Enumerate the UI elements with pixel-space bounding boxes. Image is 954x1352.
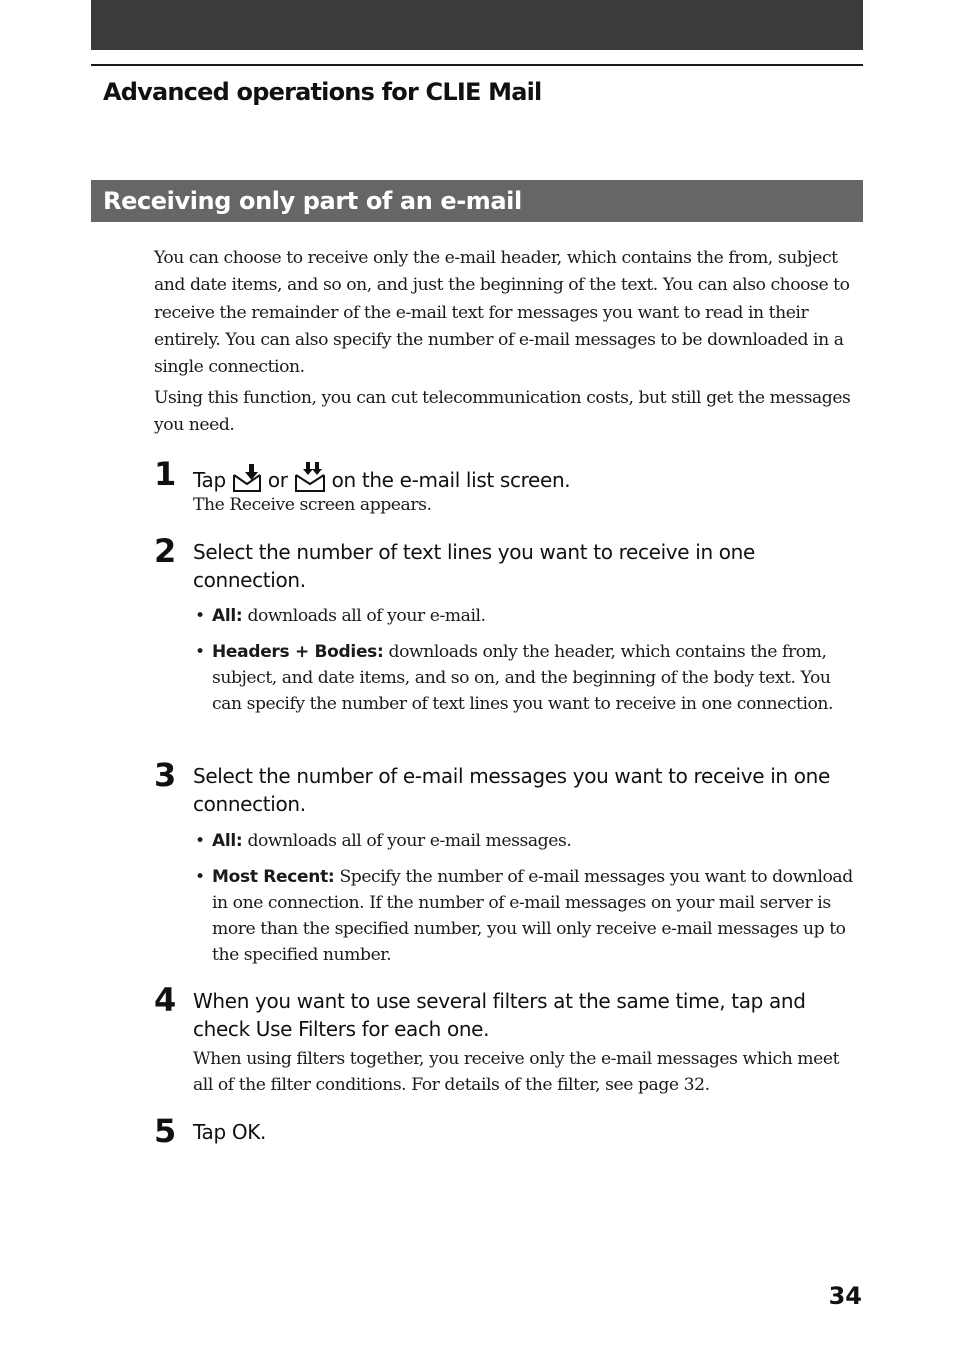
step-1-text-after: on the e-mail list screen. <box>331 468 571 492</box>
intro-paragraph-1: You can choose to receive only the e-mail header, which contains the from, subject and date items, and so on, and just the beginning of the text. You can also choose to receive the remainder of the e-mail text for messages you want to read in their entirely. You can also specify the number of e-mail messages to be downloaded in a single connection. <box>154 248 850 378</box>
step-3-bullet-most-recent <box>193 864 861 968</box>
step-3-number: 3 <box>154 756 177 794</box>
step-4-number: 4 <box>154 981 177 1019</box>
bullet-description: downloads all of your e-mail. <box>247 606 486 626</box>
step-1-text-middle: or <box>267 468 288 492</box>
step-4-note: When using filters together, you receive only the e-mail messages which meet all of the filter conditions. For details of the filter, see page 32. <box>193 1049 840 1095</box>
bullet-dot: • <box>195 867 205 887</box>
step-5-instruction: Tap OK. <box>193 1120 266 1144</box>
step-2-bullet-all <box>193 603 861 629</box>
step-2-number: 2 <box>154 532 177 570</box>
page-number: 34 <box>828 1282 862 1310</box>
bullet-description: Specify the number of e-mail messages you want to download in one connection. If the number of e-mail messages on your mail server is more than the specified number, you will only receive e-mail messages up to the specified number. <box>212 867 853 965</box>
header-rule <box>91 64 863 66</box>
bullet-term: Headers + Bodies: <box>212 642 384 662</box>
bullet-term: All: <box>212 831 243 851</box>
bullet-description: downloads all of your e-mail messages. <box>247 831 572 851</box>
bullet-description: downloads only the header, which contains the from, subject, and date items, and so on, and the beginning of the body text. You can specify the number of text lines you want to receive in one connection. <box>212 642 834 714</box>
step-3-instruction: Select the number of e-mail messages you want to receive in one connection. <box>193 764 830 816</box>
step-2-bullet-headers-bodies <box>193 639 861 717</box>
step-4-instruction: When you want to use several filters at the same time, tap and check Use Filters for each one. <box>193 989 806 1041</box>
step-3-bullet-all <box>193 828 861 854</box>
bullet-dot: • <box>195 606 205 626</box>
step-1-text-before: Tap <box>193 468 226 492</box>
step-1-note: The Receive screen appears. <box>193 495 432 515</box>
chapter-title: Advanced operations for CLIE Mail <box>103 78 542 106</box>
section-heading-bar <box>91 180 863 222</box>
header-bar <box>91 0 863 50</box>
bullet-term: Most Recent: <box>212 867 335 887</box>
intro-paragraph-2: Using this function, you can cut telecommunication costs, but still get the messages you need. <box>154 388 851 436</box>
step-1-number: 1 <box>154 455 177 493</box>
bullet-dot: • <box>195 831 205 851</box>
section-title: Receiving only part of an e-mail <box>103 187 522 215</box>
step-2-instruction: Select the number of text lines you want to receive in one connection. <box>193 540 755 592</box>
bullet-term: All: <box>212 606 243 626</box>
step-5-number: 5 <box>154 1112 177 1150</box>
bullet-dot: • <box>195 642 205 662</box>
